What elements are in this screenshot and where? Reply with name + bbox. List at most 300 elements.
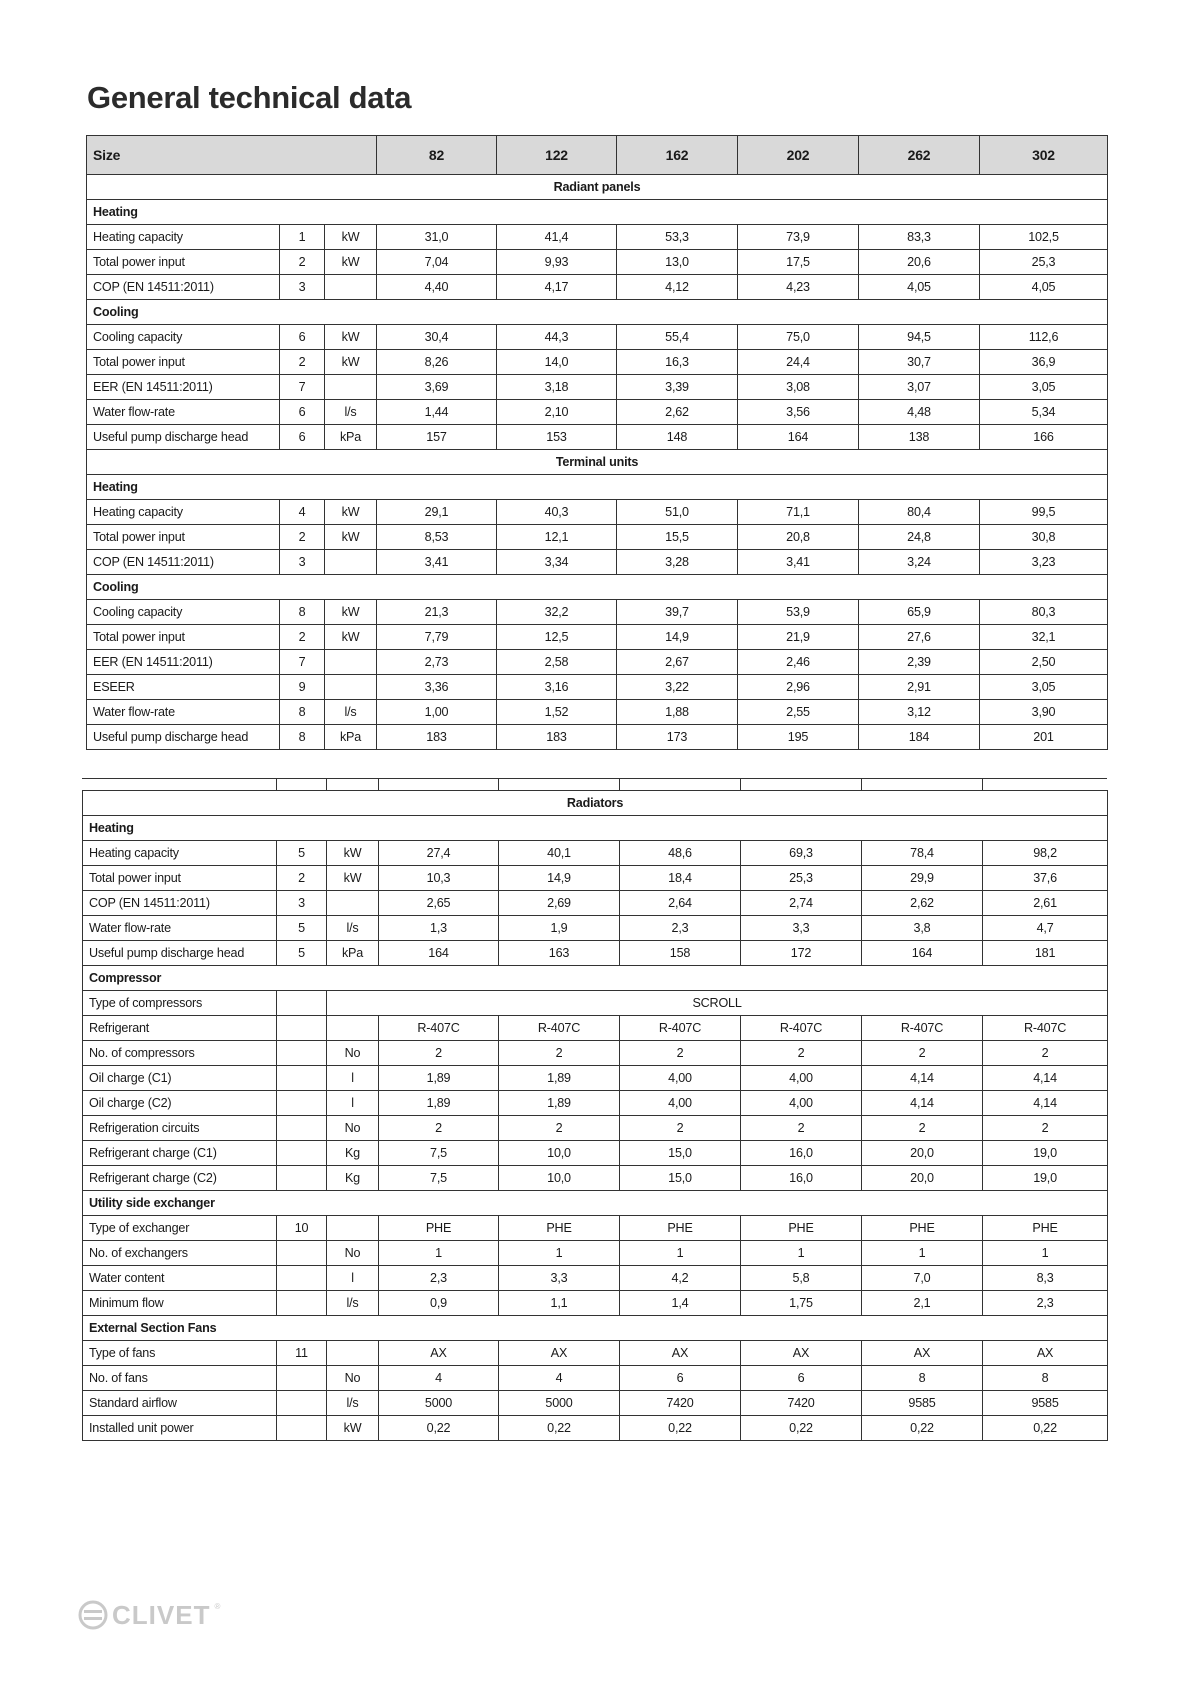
value-cell: 2,96: [738, 675, 859, 700]
value-cell: 0,22: [379, 1416, 499, 1441]
brand-name: CLIVET: [112, 1599, 211, 1630]
value-cell: 8: [983, 1366, 1108, 1391]
value-cell: 1,89: [499, 1066, 620, 1091]
value-cell: 12,1: [497, 525, 617, 550]
value-cell: 2: [741, 1116, 862, 1141]
value-cell: 2,91: [859, 675, 980, 700]
table-row: [87, 500, 1108, 525]
row-unit: No: [327, 1041, 379, 1066]
row-note-ref: 6: [280, 400, 325, 425]
value-cell: 41,4: [497, 225, 617, 250]
value-cell: 3,41: [377, 550, 497, 575]
table-row: [83, 916, 1108, 941]
value-cell: 4,48: [859, 400, 980, 425]
value-cell: 201: [980, 725, 1108, 750]
row-note-ref: 4: [280, 500, 325, 525]
row-note-ref: [277, 1241, 327, 1266]
value-cell: 14,0: [497, 350, 617, 375]
value-cell: 98,2: [983, 841, 1108, 866]
value-cell: 53,3: [617, 225, 738, 250]
value-cell: 2,73: [377, 650, 497, 675]
row-note-ref: 8: [280, 725, 325, 750]
value-cell: 4,23: [738, 275, 859, 300]
value-cell: 1: [499, 1241, 620, 1266]
table-row: [83, 1216, 1108, 1241]
value-cell: 1,4: [620, 1291, 741, 1316]
subsection-header-row: [83, 966, 1108, 991]
value-cell: PHE: [741, 1216, 862, 1241]
value-cell: 5,8: [741, 1266, 862, 1291]
value-cell: 32,2: [497, 600, 617, 625]
value-cell: 0,22: [741, 1416, 862, 1441]
value-cell: 3,3: [741, 916, 862, 941]
table-row: [83, 1116, 1108, 1141]
row-note-ref: 2: [280, 625, 325, 650]
table-row: [87, 350, 1108, 375]
value-cell: 44,3: [497, 325, 617, 350]
row-note-ref: 7: [280, 375, 325, 400]
row-unit: [327, 1216, 379, 1241]
value-cell: 27,4: [379, 841, 499, 866]
size-column-header: 302: [980, 136, 1108, 175]
value-cell: 17,5: [738, 250, 859, 275]
value-cell: 183: [377, 725, 497, 750]
value-cell: 1,52: [497, 700, 617, 725]
row-unit: kW: [327, 841, 379, 866]
value-cell: 19,0: [983, 1141, 1108, 1166]
section-header-row: [87, 450, 1108, 475]
value-cell: 48,6: [620, 841, 741, 866]
row-unit: l/s: [325, 700, 377, 725]
value-cell: 2,3: [983, 1291, 1108, 1316]
value-cell: 14,9: [499, 866, 620, 891]
value-cell: 148: [617, 425, 738, 450]
value-cell: 4,14: [983, 1091, 1108, 1116]
value-cell: R-407C: [741, 1016, 862, 1041]
value-cell: 20,8: [738, 525, 859, 550]
row-note-ref: [277, 991, 327, 1016]
row-unit: Kg: [327, 1166, 379, 1191]
row-label: No. of fans: [83, 1366, 277, 1391]
row-label: Cooling capacity: [87, 600, 280, 625]
value-cell: 2,74: [741, 891, 862, 916]
row-unit: l/s: [327, 1291, 379, 1316]
row-label: Heating capacity: [87, 500, 280, 525]
value-cell: 15,0: [620, 1166, 741, 1191]
value-cell: 4,00: [741, 1091, 862, 1116]
value-cell: 1,89: [379, 1066, 499, 1091]
row-note-ref: [277, 1416, 327, 1441]
value-cell: 1,89: [379, 1091, 499, 1116]
value-cell: PHE: [379, 1216, 499, 1241]
value-cell: 4,40: [377, 275, 497, 300]
value-cell: 3,69: [377, 375, 497, 400]
value-cell: 1,44: [377, 400, 497, 425]
value-cell: 3,16: [497, 675, 617, 700]
section-title: Radiant panels: [87, 175, 1108, 200]
value-cell: 2: [983, 1116, 1108, 1141]
value-cell: 173: [617, 725, 738, 750]
table-row: [87, 525, 1108, 550]
value-cell: 94,5: [859, 325, 980, 350]
row-unit: l/s: [327, 1391, 379, 1416]
row-label: COP (EN 14511:2011): [87, 275, 280, 300]
value-cell: 183: [497, 725, 617, 750]
row-note-ref: [277, 1116, 327, 1141]
value-cell: PHE: [620, 1216, 741, 1241]
size-column-header: 82: [377, 136, 497, 175]
row-note-ref: [277, 1166, 327, 1191]
row-unit: kW: [325, 225, 377, 250]
subsection-title: Cooling: [87, 575, 1108, 600]
row-unit: [327, 1016, 379, 1041]
row-label: Type of compressors: [83, 991, 277, 1016]
value-cell: 20,6: [859, 250, 980, 275]
value-cell: 2,67: [617, 650, 738, 675]
value-cell: 3,39: [617, 375, 738, 400]
subsection-title: External Section Fans: [83, 1316, 1108, 1341]
row-unit: No: [327, 1116, 379, 1141]
row-label: Water content: [83, 1266, 277, 1291]
value-cell: 13,0: [617, 250, 738, 275]
row-note-ref: 5: [277, 841, 327, 866]
value-cell: 7420: [741, 1391, 862, 1416]
value-cell: 7,04: [377, 250, 497, 275]
value-cell: 83,3: [859, 225, 980, 250]
row-label: EER (EN 14511:2011): [87, 650, 280, 675]
value-cell: 24,8: [859, 525, 980, 550]
section-header-row: [83, 791, 1108, 816]
value-cell: 3,07: [859, 375, 980, 400]
value-cell: 51,0: [617, 500, 738, 525]
row-note-ref: 8: [280, 700, 325, 725]
value-cell: 184: [859, 725, 980, 750]
row-note-ref: [277, 1366, 327, 1391]
table-row: [87, 225, 1108, 250]
value-cell: 80,3: [980, 600, 1108, 625]
value-cell: 4: [379, 1366, 499, 1391]
row-label: Heating capacity: [87, 225, 280, 250]
row-label: Standard airflow: [83, 1391, 277, 1416]
value-cell: 163: [499, 941, 620, 966]
row-note-ref: 10: [277, 1216, 327, 1241]
value-cell: 153: [497, 425, 617, 450]
value-cell: 6: [620, 1366, 741, 1391]
value-cell: 2: [499, 1116, 620, 1141]
value-cell: 1: [620, 1241, 741, 1266]
value-cell: 2: [379, 1041, 499, 1066]
value-cell: 2,62: [617, 400, 738, 425]
value-cell: 2: [862, 1041, 983, 1066]
value-cell: 0,22: [620, 1416, 741, 1441]
value-cell: 53,9: [738, 600, 859, 625]
value-cell: PHE: [862, 1216, 983, 1241]
size-column-header: 122: [497, 136, 617, 175]
row-note-ref: 3: [277, 891, 327, 916]
value-cell: 8: [862, 1366, 983, 1391]
value-cell: 16,3: [617, 350, 738, 375]
row-note-ref: 7: [280, 650, 325, 675]
value-cell: 20,0: [862, 1141, 983, 1166]
row-unit: [325, 375, 377, 400]
table-row: [83, 1391, 1108, 1416]
row-label: Type of fans: [83, 1341, 277, 1366]
value-cell: 2,39: [859, 650, 980, 675]
row-unit: kW: [327, 866, 379, 891]
subsection-title: Heating: [87, 200, 1108, 225]
subsection-title: Heating: [87, 475, 1108, 500]
row-note-ref: [277, 1391, 327, 1416]
value-cell: 4,00: [620, 1091, 741, 1116]
subsection-header-row: [87, 200, 1108, 225]
value-cell: 2,3: [379, 1266, 499, 1291]
row-label: Refrigeration circuits: [83, 1116, 277, 1141]
row-note-ref: [277, 1141, 327, 1166]
value-cell: AX: [862, 1341, 983, 1366]
value-cell: AX: [741, 1341, 862, 1366]
value-cell: R-407C: [983, 1016, 1108, 1041]
value-cell: 138: [859, 425, 980, 450]
value-cell: 3,41: [738, 550, 859, 575]
size-column-header: 162: [617, 136, 738, 175]
row-note-ref: 5: [277, 941, 327, 966]
row-note-ref: 2: [280, 250, 325, 275]
value-cell: 4,05: [980, 275, 1108, 300]
row-label: Heating capacity: [83, 841, 277, 866]
table-row: [87, 425, 1108, 450]
value-cell: 9585: [983, 1391, 1108, 1416]
table-row: [83, 891, 1108, 916]
value-cell: 5000: [499, 1391, 620, 1416]
row-note-ref: 11: [277, 1341, 327, 1366]
value-cell: 3,23: [980, 550, 1108, 575]
value-cell: 1,00: [377, 700, 497, 725]
value-cell: 2: [620, 1116, 741, 1141]
row-unit: kW: [325, 600, 377, 625]
value-cell: 2,46: [738, 650, 859, 675]
value-cell: 112,6: [980, 325, 1108, 350]
value-cell: AX: [499, 1341, 620, 1366]
value-cell: 21,9: [738, 625, 859, 650]
value-cell: 12,5: [497, 625, 617, 650]
value-cell: 3,90: [980, 700, 1108, 725]
value-cell: 1,9: [499, 916, 620, 941]
value-cell: 2: [983, 1041, 1108, 1066]
value-cell: 4: [499, 1366, 620, 1391]
table-row: [83, 1166, 1108, 1191]
value-cell: 2,65: [379, 891, 499, 916]
value-cell: 39,7: [617, 600, 738, 625]
value-cell: 7,5: [379, 1141, 499, 1166]
value-cell: 1: [862, 1241, 983, 1266]
value-cell: 15,5: [617, 525, 738, 550]
value-cell: 2,1: [862, 1291, 983, 1316]
row-unit: kPa: [325, 425, 377, 450]
section-title: Radiators: [83, 791, 1108, 816]
value-cell: 195: [738, 725, 859, 750]
value-cell: 20,0: [862, 1166, 983, 1191]
value-cell: 1: [983, 1241, 1108, 1266]
value-cell: R-407C: [620, 1016, 741, 1041]
value-cell: 24,4: [738, 350, 859, 375]
value-cell: 27,6: [859, 625, 980, 650]
table-row: [87, 725, 1108, 750]
value-cell: 1,3: [379, 916, 499, 941]
value-cell: 5000: [379, 1391, 499, 1416]
row-unit: kW: [325, 625, 377, 650]
row-label: Total power input: [83, 866, 277, 891]
value-cell: 2,3: [620, 916, 741, 941]
value-cell: 30,7: [859, 350, 980, 375]
clivet-logo-icon: [78, 1600, 108, 1630]
value-cell: AX: [379, 1341, 499, 1366]
table-row: [83, 1091, 1108, 1116]
value-cell: 65,9: [859, 600, 980, 625]
row-label: Refrigerant charge (C2): [83, 1166, 277, 1191]
value-cell: 16,0: [741, 1166, 862, 1191]
value-cell: 7,79: [377, 625, 497, 650]
row-label: No. of exchangers: [83, 1241, 277, 1266]
value-cell: 2,10: [497, 400, 617, 425]
trademark-symbol: ®: [214, 1602, 221, 1611]
row-label: Water flow-rate: [87, 400, 280, 425]
table-row: [83, 1241, 1108, 1266]
table-row: [87, 700, 1108, 725]
table-row: [87, 250, 1108, 275]
value-cell: 7420: [620, 1391, 741, 1416]
subsection-header-row: [83, 1316, 1108, 1341]
value-cell: 9585: [862, 1391, 983, 1416]
value-cell: 2,69: [499, 891, 620, 916]
value-cell: 71,1: [738, 500, 859, 525]
row-label: Total power input: [87, 525, 280, 550]
size-column-header: 202: [738, 136, 859, 175]
value-cell: 3,18: [497, 375, 617, 400]
value-cell: 2,64: [620, 891, 741, 916]
value-cell: 3,3: [499, 1266, 620, 1291]
value-cell: 2: [741, 1041, 862, 1066]
row-label: ESEER: [87, 675, 280, 700]
row-note-ref: [277, 1091, 327, 1116]
row-label: COP (EN 14511:2011): [83, 891, 277, 916]
row-note-ref: 6: [280, 425, 325, 450]
value-cell: PHE: [983, 1216, 1108, 1241]
row-unit: [325, 550, 377, 575]
value-cell: 0,22: [983, 1416, 1108, 1441]
value-cell: 0,9: [379, 1291, 499, 1316]
value-cell: 3,05: [980, 375, 1108, 400]
value-cell: 0,22: [499, 1416, 620, 1441]
value-cell: 4,14: [983, 1066, 1108, 1091]
value-cell: 157: [377, 425, 497, 450]
subsection-title: Compressor: [83, 966, 1108, 991]
value-cell: 4,7: [983, 916, 1108, 941]
value-cell: 75,0: [738, 325, 859, 350]
row-label: Cooling capacity: [87, 325, 280, 350]
table-row: [87, 325, 1108, 350]
value-cell: 0,22: [862, 1416, 983, 1441]
value-cell: 18,4: [620, 866, 741, 891]
subsection-header-row: [87, 475, 1108, 500]
value-cell: 2,55: [738, 700, 859, 725]
technical-data-table-upper: [86, 135, 1108, 750]
row-note-ref: 9: [280, 675, 325, 700]
value-cell: AX: [620, 1341, 741, 1366]
table-row: [83, 1041, 1108, 1066]
value-cell: 40,3: [497, 500, 617, 525]
row-note-ref: 8: [280, 600, 325, 625]
row-note-ref: [277, 1041, 327, 1066]
value-cell: 2: [379, 1116, 499, 1141]
subsection-title: Utility side exchanger: [83, 1191, 1108, 1216]
row-label: Type of exchanger: [83, 1216, 277, 1241]
value-cell: 37,6: [983, 866, 1108, 891]
table-row: [83, 866, 1108, 891]
table-row: [83, 1366, 1108, 1391]
row-label: Total power input: [87, 625, 280, 650]
value-cell: 3,56: [738, 400, 859, 425]
row-label: Oil charge (C1): [83, 1066, 277, 1091]
row-unit: l: [327, 1091, 379, 1116]
value-cell: 2: [862, 1116, 983, 1141]
row-note-ref: 5: [277, 916, 327, 941]
section-title: Terminal units: [87, 450, 1108, 475]
value-cell: 2,58: [497, 650, 617, 675]
row-unit: [325, 675, 377, 700]
clivet-logo: [78, 1600, 220, 1630]
value-cell: 29,9: [862, 866, 983, 891]
spanning-value: SCROLL: [327, 991, 1108, 1016]
value-cell: 30,8: [980, 525, 1108, 550]
value-cell: 78,4: [862, 841, 983, 866]
table-row: [87, 275, 1108, 300]
value-cell: R-407C: [379, 1016, 499, 1041]
value-cell: 31,0: [377, 225, 497, 250]
row-unit: kW: [327, 1416, 379, 1441]
value-cell: 10,3: [379, 866, 499, 891]
table-row: [87, 550, 1108, 575]
value-cell: 16,0: [741, 1141, 862, 1166]
value-cell: PHE: [499, 1216, 620, 1241]
value-cell: 14,9: [617, 625, 738, 650]
row-label: Minimum flow: [83, 1291, 277, 1316]
row-note-ref: [277, 1016, 327, 1041]
page-title: General technical data: [87, 80, 412, 115]
value-cell: 2: [620, 1041, 741, 1066]
row-note-ref: 2: [280, 350, 325, 375]
row-unit: [327, 1341, 379, 1366]
value-cell: 1: [741, 1241, 862, 1266]
value-cell: R-407C: [862, 1016, 983, 1041]
table-row: [83, 1291, 1108, 1316]
value-cell: 3,08: [738, 375, 859, 400]
value-cell: 10,0: [499, 1166, 620, 1191]
value-cell: 19,0: [983, 1166, 1108, 1191]
value-cell: 4,00: [620, 1066, 741, 1091]
row-unit: No: [327, 1366, 379, 1391]
table-row: [87, 400, 1108, 425]
value-cell: 172: [741, 941, 862, 966]
row-note-ref: 3: [280, 550, 325, 575]
value-cell: 73,9: [738, 225, 859, 250]
value-cell: 158: [620, 941, 741, 966]
row-unit: kPa: [325, 725, 377, 750]
table-row: [87, 600, 1108, 625]
value-cell: 10,0: [499, 1141, 620, 1166]
value-cell: 164: [379, 941, 499, 966]
table-row: [87, 675, 1108, 700]
value-cell: 4,14: [862, 1091, 983, 1116]
